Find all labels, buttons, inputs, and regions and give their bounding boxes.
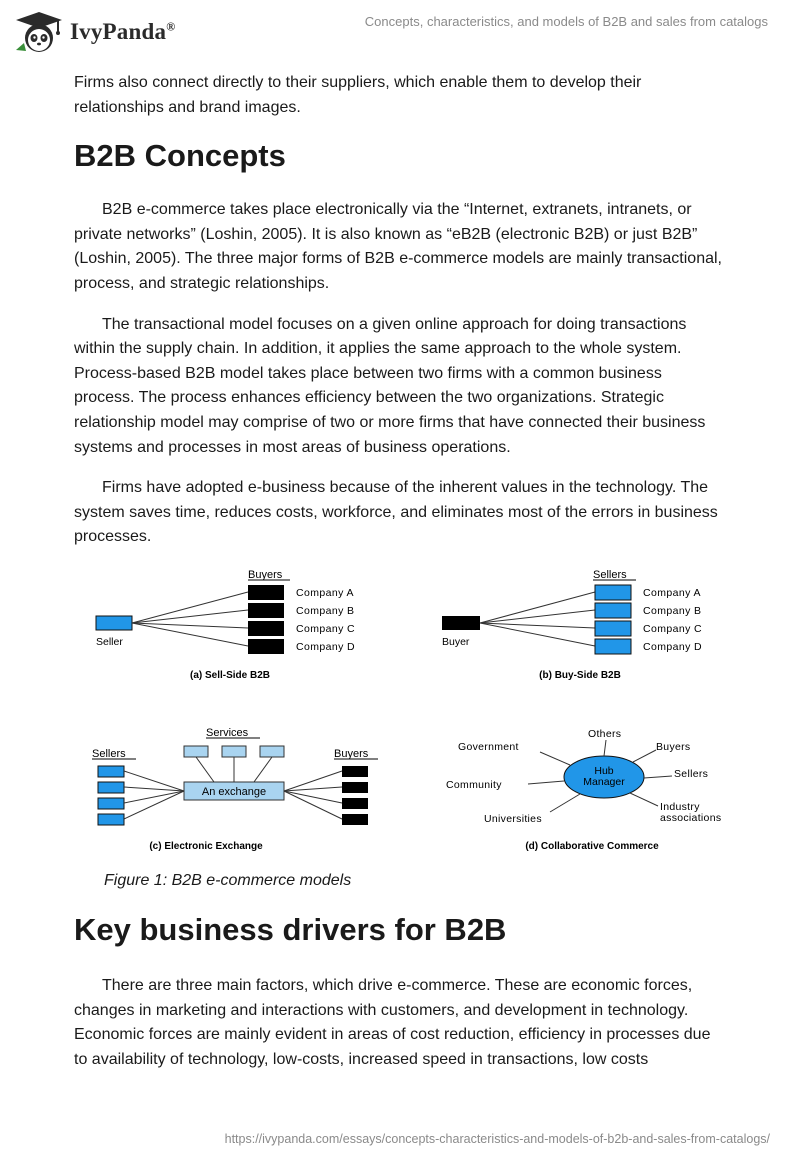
seller-node bbox=[595, 603, 631, 618]
exchange-seller-node bbox=[98, 814, 124, 825]
heading-b2b-concepts: B2B Concepts bbox=[74, 138, 286, 174]
paragraph-concepts-2: The transactional model focuses on a given online approach for doing transactions within the supply chain. In addition, it applies the same approach to the whole system. Process-based B2B model takes place between two firms with a common business process. The process enhances efficiency between the two organizations. Strategic relationship model may comprise of two or more firms that have connected their business systems and processes in most areas of business operations. bbox=[74, 315, 706, 456]
b2b-models-diagram bbox=[80, 564, 760, 864]
article-body bbox=[74, 71, 724, 1088]
seller-node bbox=[595, 639, 631, 654]
collab-government-label: Government bbox=[458, 740, 519, 753]
sell-side-group-label: Buyers bbox=[248, 568, 283, 581]
collab-buyers-label: Buyers bbox=[656, 740, 691, 753]
buy-side-node-label: Company D bbox=[643, 640, 703, 653]
hub-label-line2: Manager bbox=[583, 775, 625, 788]
brand-logo[interactable] bbox=[14, 10, 175, 54]
sell-side-node-label: Company D bbox=[296, 640, 356, 653]
exchange-hub-label: An exchange bbox=[201, 785, 267, 798]
sell-side-node-label: Company B bbox=[296, 604, 355, 617]
buy-side-node-label: Company B bbox=[643, 604, 702, 617]
service-node bbox=[222, 746, 246, 757]
paragraph-concepts-1: B2B e-commerce takes place electronically via the “Internet, extranets, intranets, or private networks” (Loshin, 2005). It is also known as “eB2B (electronic B2B) or just B2B” (Loshin, 2005). The three major forms of B2B e-commerce models are mainly transactional, process, and strategic relationships. bbox=[74, 201, 722, 292]
exchange-buyers-label: Buyers bbox=[334, 747, 369, 760]
buy-side-caption: (b) Buy-Side B2B bbox=[539, 669, 621, 681]
exchange-seller-node bbox=[98, 766, 124, 777]
collab-community-label: Community bbox=[446, 778, 502, 791]
b2b-models-figure bbox=[80, 564, 760, 864]
sell-side-node-label: Company A bbox=[296, 586, 354, 599]
seller-node bbox=[595, 621, 631, 636]
buyer-hub-node bbox=[442, 616, 480, 630]
collab-industry-label-line1: Industry bbox=[660, 800, 700, 813]
sell-side-node-label: Company C bbox=[296, 622, 356, 635]
collaborative-commerce-diagram bbox=[446, 728, 721, 852]
exchange-caption: (c) Electronic Exchange bbox=[149, 840, 263, 852]
buy-side-diagram bbox=[442, 569, 702, 681]
panda-graduate-icon bbox=[14, 10, 64, 54]
buyer-node bbox=[248, 639, 284, 654]
buyer-node bbox=[248, 585, 284, 600]
exchange-buyer-node bbox=[342, 766, 368, 777]
buy-side-hub-label: Buyer bbox=[442, 635, 470, 648]
exchange-buyer-node bbox=[342, 798, 368, 809]
exchange-sellers-label: Sellers bbox=[92, 747, 126, 760]
paragraph-concepts-3: Firms have adopted e-business because of the inherent values in the technology. The system saves time, reduces costs, workforce, and eliminates most of the errors in business processes. bbox=[74, 479, 718, 546]
intro-paragraph: Firms also connect directly to their suppliers, which enable them to develop their relationships and brand images. bbox=[74, 74, 642, 116]
sell-side-caption: (a) Sell-Side B2B bbox=[189, 669, 271, 681]
buy-side-group-label: Sellers bbox=[593, 568, 627, 581]
hub-label-line1: Hub bbox=[594, 764, 614, 777]
figure-caption: Figure 1: B2B e-commerce models bbox=[104, 871, 352, 889]
buy-side-node-label: Company A bbox=[643, 586, 701, 599]
buyer-node bbox=[248, 603, 284, 618]
sell-side-diagram bbox=[96, 569, 355, 681]
seller-node bbox=[96, 616, 132, 630]
buy-side-node-label: Company C bbox=[643, 622, 703, 635]
service-node bbox=[184, 746, 208, 757]
buyer-node bbox=[248, 621, 284, 636]
paragraph-drivers-1: There are three main factors, which drive e-commerce. These are economic forces, changes in marketing and interactions with customers, and development in technology. Economic forces are mainly evident in areas of cost reduction, efficiency in processes due to availability of technology, low-costs, increased speed in transactions, low costs bbox=[74, 976, 711, 1068]
collab-others-label: Others bbox=[588, 727, 622, 740]
collab-universities-label: Universities bbox=[484, 812, 542, 825]
service-node bbox=[260, 746, 284, 757]
sell-side-hub-label: Seller bbox=[96, 635, 123, 648]
source-url[interactable]: https://ivypanda.com/essays/concepts-characteristics-and-models-of-b2b-and-sales-from-catalogs/ bbox=[224, 1132, 770, 1146]
page-header bbox=[0, 0, 800, 60]
exchange-seller-node bbox=[98, 782, 124, 793]
collab-industry-label-line2: associations bbox=[660, 811, 722, 824]
brand-name: IvyPanda® bbox=[70, 19, 176, 44]
exchange-buyer-node bbox=[342, 782, 368, 793]
document-title: Concepts, characteristics, and models of B2B and sales from catalogs bbox=[364, 14, 768, 29]
exchange-buyer-node bbox=[342, 814, 368, 825]
collab-sellers-label: Sellers bbox=[674, 767, 709, 780]
heading-key-drivers: Key business drivers for B2B bbox=[74, 911, 507, 947]
collab-caption: (d) Collaborative Commerce bbox=[525, 840, 659, 852]
exchange-services-label: Services bbox=[206, 726, 249, 739]
exchange-seller-node bbox=[98, 798, 124, 809]
electronic-exchange-diagram bbox=[92, 727, 378, 852]
seller-node bbox=[595, 585, 631, 600]
